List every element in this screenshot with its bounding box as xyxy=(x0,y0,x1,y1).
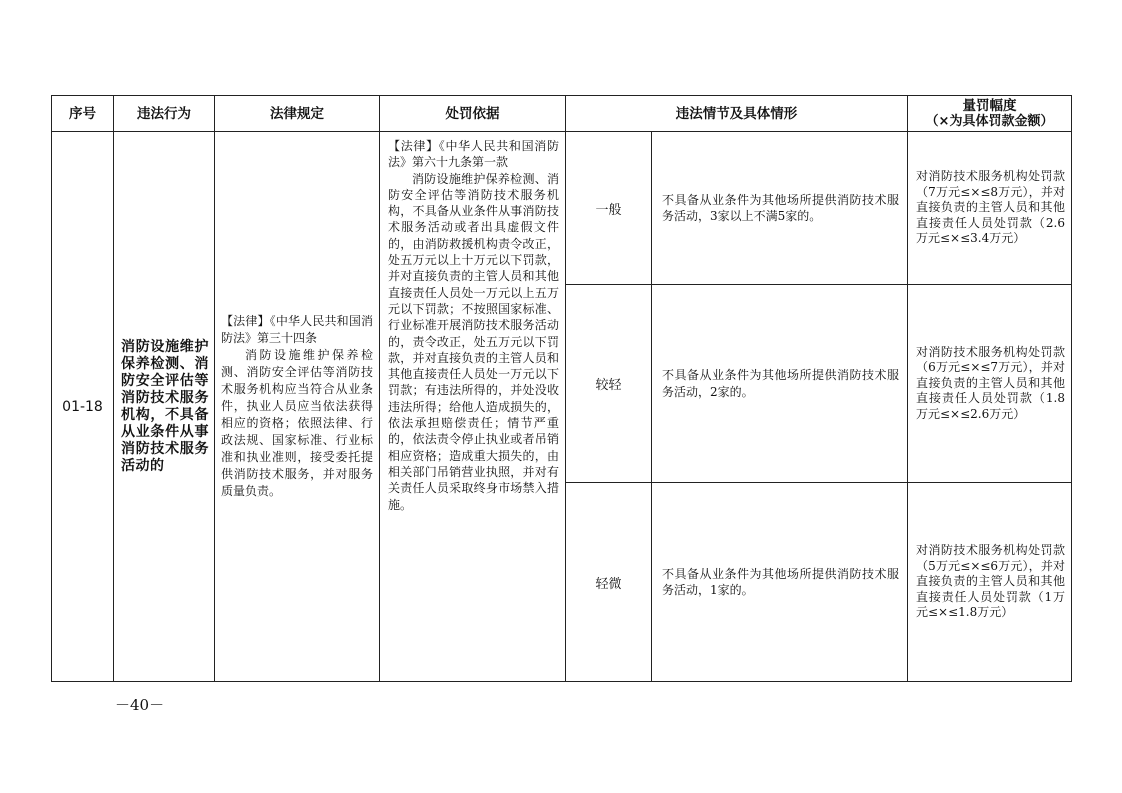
basis-reference: 【法律】《中华人民共和国消防法》第六十九条第一款 xyxy=(388,139,559,170)
header-penalty-note: （×为具体罚款金额） xyxy=(925,113,1054,129)
table-header-row xyxy=(52,96,1072,132)
law-reference: 【法律】《中华人民共和国消防法》第三十四条 xyxy=(221,314,373,345)
penalty-lighter: 对消防技术服务机构处罚款（6万元≤×≤7万元），并对直接负责的主管人员和其他直接责任人员处罚款（1.8万元≤×≤2.6万元） xyxy=(908,285,1072,483)
circumstance-lighter: 不具备从业条件为其他场所提供消防技术服务活动，2家的。 xyxy=(652,285,908,483)
penalty-table xyxy=(51,95,1072,682)
header-law: 法律规定 xyxy=(215,96,380,132)
penalty-basis xyxy=(380,132,566,682)
header-penalty xyxy=(908,96,1072,132)
header-no: 序号 xyxy=(52,96,114,132)
violation-act: 消防设施维护保养检测、消防安全评估等消防技术服务机构，不具备从业条件从事消防技术服务活动的 xyxy=(114,132,215,682)
penalty-general: 对消防技术服务机构处罚款（7万元≤×≤8万元），并对直接负责的主管人员和其他直接责任人员处罚款（2.6万元≤×≤3.4万元） xyxy=(908,132,1072,285)
circumstance-minor: 不具备从业条件为其他场所提供消防技术服务活动，1家的。 xyxy=(652,483,908,682)
header-circumstance: 违法情节及具体情形 xyxy=(566,96,908,132)
header-penalty-title: 量罚幅度 xyxy=(962,97,1017,114)
row-id: 01-18 xyxy=(52,132,114,682)
basis-text: 消防设施维护保养检测、消防安全评估等消防技术服务机构，不具备从业条件从事消防技术服务活动或者出具虚假文件的，由消防救援机构责令改正，处五万元以上十万元以下罚款，并对直接负责的主管人员和其他直接责任人员处一万元以上五万元以下罚款；不按照国家标准、行业标准开展消防技术服务活动的，责令改正，处五万元以下罚款，并对直接负责的主管人员和其他直接责任人员处一万元以下罚款；有违法所得的，并处没收违法所得；给他人造成损失的，依法承担赔偿责任；情节严重的，依法责令停止执业或者吊销相应资格；造成重大损失的，由相关部门吊销营业执照，并对有关责任人员采取终身市场禁入措施。 xyxy=(388,171,559,512)
penalty-table-page xyxy=(51,95,1071,682)
level-minor: 轻微 xyxy=(566,483,652,682)
header-act: 违法行为 xyxy=(114,96,215,132)
penalty-minor: 对消防技术服务机构处罚款（5万元≤×≤6万元），并对直接负责的主管人员和其他直接责任人员处罚款（1万元≤×≤1.8万元） xyxy=(908,483,1072,682)
header-basis: 处罚依据 xyxy=(380,96,566,132)
level-lighter: 较轻 xyxy=(566,285,652,483)
circumstance-general: 不具备从业条件为其他场所提供消防技术服务活动，3家以上不满5家的。 xyxy=(652,132,908,285)
page-number: －40－ xyxy=(115,696,165,714)
law-text: 消防设施维护保养检测、消防安全评估等消防技术服务机构应当符合从业条件，执业人员应当依法获得相应的资格；依照法律、行政法规、国家标准、行业标准和执业准则，接受委托提供消防技术服务，并对服务质量负责。 xyxy=(221,348,373,498)
law-provision xyxy=(215,132,380,682)
table-row xyxy=(52,132,1072,285)
level-general: 一般 xyxy=(566,132,652,285)
